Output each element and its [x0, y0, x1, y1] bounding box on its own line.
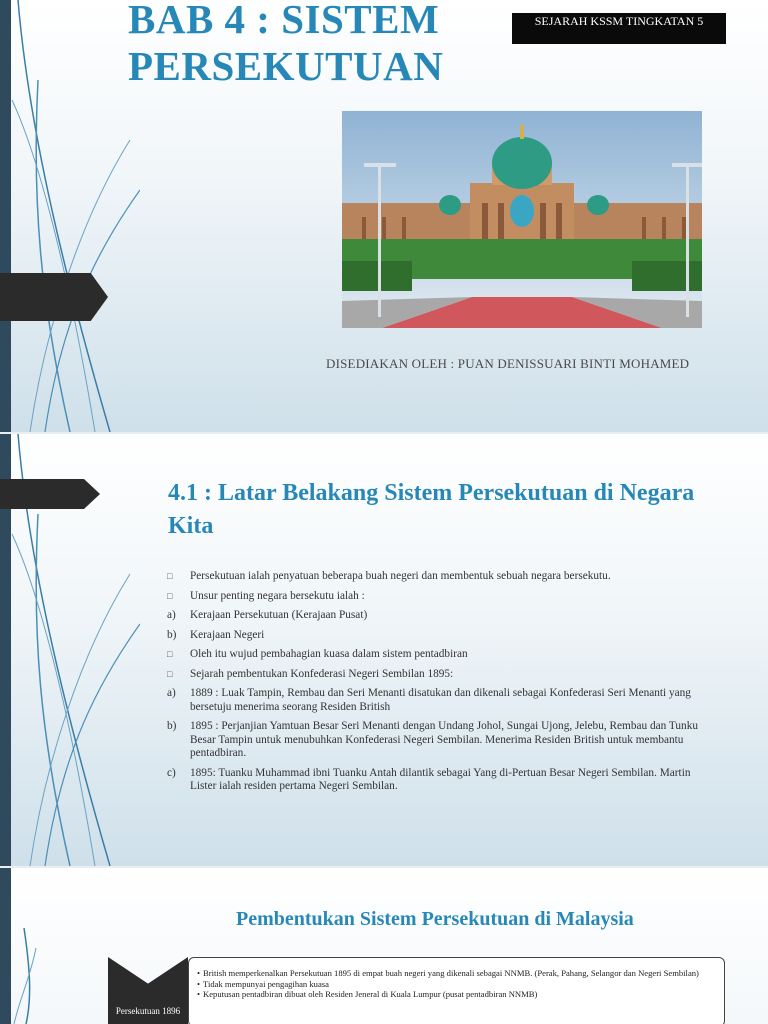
list-item-text: Sejarah pembentukan Konfederasi Negeri Sembilan 1895: [190, 667, 454, 680]
subject-tag: SEJARAH KSSM TINGKATAN 5 [512, 13, 726, 44]
list-item-text: 1895: Tuanku Muhammad ibni Tuanku Antah dilantik sebagai Yang di-Pertuan Besar Negeri Sembilan. Martin Lister ialah residen pertama Negeri Sembilan. [190, 766, 691, 792]
bullet-dot-icon: • [197, 989, 201, 999]
list-marker: c) [167, 766, 176, 779]
list-marker: b) [167, 628, 177, 641]
list-item [167, 590, 712, 604]
box-bullet [197, 989, 716, 1000]
box-bullet-text: Tidak mempunyai pengagihan kuasa [203, 978, 329, 989]
list-item-text: Unsur penting negara bersekutu ialah : [190, 589, 365, 602]
box-bullet-text: British memperkenalkan Persekutuan 1895 di empat buah negeri yang dikenali sebagai NNMB. (Perak, Pahang, Selangor dan Negeri Sembilan) [203, 968, 699, 978]
list-item-text: Oleh itu wujud pembahagian kuasa dalam sistem pentadbiran [190, 648, 468, 660]
formation-heading: Pembentukan Sistem Persekutuan di Malaysia [236, 908, 634, 930]
chevron-label: Persekutuan 1896 [115, 1006, 181, 1016]
decorative-lines [0, 0, 140, 432]
list-item-text: Persekutuan ialah penyatuan beberapa buah negeri dan membentuk sebuah negara bersekutu. [190, 570, 611, 582]
box-bullet [197, 968, 716, 979]
list-marker: a) [167, 687, 176, 699]
arrow-marker [0, 273, 108, 321]
prepared-by-text: DISEDIAKAN OLEH : PUAN DENISSUARI BINTI MOHAMED [326, 356, 690, 371]
section-heading: 4.1 : Latar Belakang Sistem Persekutuan di Negara Kita [168, 480, 695, 539]
content-list [167, 570, 712, 800]
bullet-icon: □ [167, 668, 173, 679]
list-item [167, 570, 712, 584]
list-item-text: 1889 : Luak Tampin, Rembau dan Seri Menanti disatukan dan dikenali sebagai Konfederasi Seri Menanti yang bersetuju menerima seorang Residen British [190, 687, 691, 713]
slide-title [0, 0, 768, 432]
list-marker: b) [167, 720, 177, 732]
box-bullet [197, 979, 716, 990]
bullet-dot-icon: • [197, 968, 201, 978]
slide-title-heading: BAB 4 : SISTEM PERSEKUTUAN [128, 0, 444, 89]
list-item-text: Kerajaan Persekutuan (Kerajaan Pusat) [190, 609, 368, 621]
list-item [167, 767, 712, 794]
slide-formation [0, 868, 768, 1024]
list-item [167, 629, 712, 643]
list-item [167, 609, 712, 623]
list-item [167, 648, 712, 662]
bullet-icon: □ [167, 590, 173, 601]
arrow-marker [0, 479, 100, 509]
list-item [167, 720, 712, 761]
list-item [167, 687, 712, 714]
list-item [167, 668, 712, 682]
detail-box [188, 957, 725, 1024]
list-item-text: 1895 : Perjanjian Yamtuan Besar Seri Menanti dengan Undang Johol, Sungai Ujong, Jelebu, Rembau dan Tunku Besar Tampin untuk menubuhkan Konfederasi Negeri Sembilan. Menerima Residen British untuk membantu pentadbiran. [190, 720, 698, 759]
list-item-text: Kerajaan Negeri [190, 628, 265, 641]
slide-background [0, 434, 768, 866]
building-photo [342, 111, 702, 328]
bullet-icon: □ [167, 649, 173, 659]
bullet-icon: □ [167, 571, 173, 581]
bullet-dot-icon: • [197, 978, 201, 989]
box-bullet-text: Keputusan pentadbiran dibuat oleh Residen Jeneral di Kuala Lumpur (pusat pentadbiran NNMB) [203, 989, 538, 999]
list-marker: a) [167, 609, 176, 621]
